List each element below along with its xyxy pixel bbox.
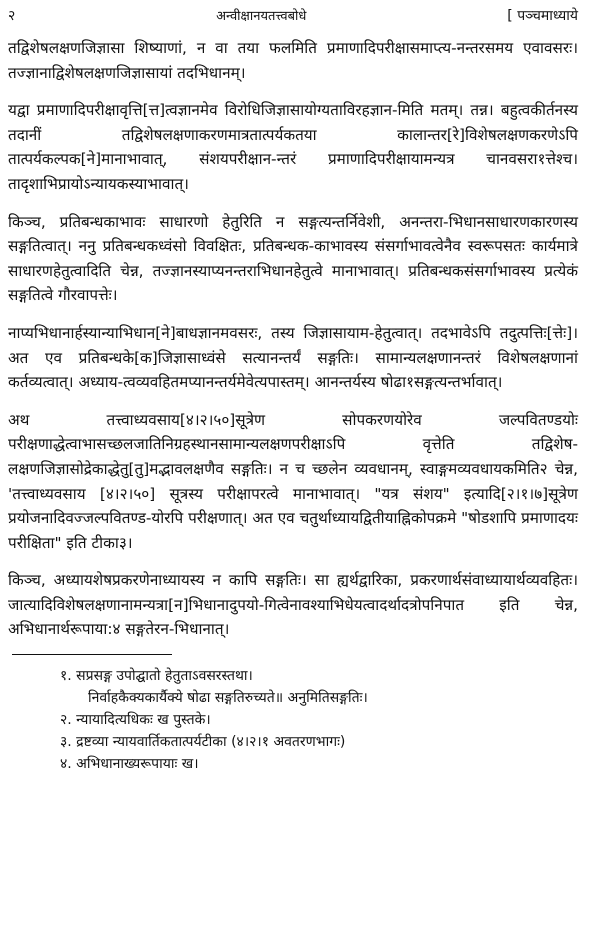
- page-number: २: [8, 8, 16, 24]
- page-header: [8, 6, 578, 28]
- running-title: अन्वीक्षानयतत्त्वबोधे: [216, 9, 307, 24]
- chapter-label: [ पञ्चमाध्याये: [507, 8, 578, 24]
- footnote: १. सप्रसङ्ग उपोद्घातो हेतुताऽवसरस्तथा।: [60, 668, 253, 685]
- footnote: २. न्यायादित्यधिकः ख पुस्तके।: [60, 712, 211, 729]
- footnote: ३. द्रष्टव्या न्यायवार्तिकतात्पर्यटीका (४।२।१ अवतरणभागः): [60, 734, 346, 751]
- paragraph: अथ तत्त्वाध्यवसाय[४।२।५०]सूत्रेण सोपकरणयोरेव जल्पवितण्डयोः परीक्षणाद्धेत्वाभासच्छलजातिनिग्रहस्थानसामान्यलक्षणपरीक्षाऽपि वृत्तेति तद्विशेष-लक्षणजिज्ञासोद्रेकाद्धेतु[तु]मद्भावलक्षणैव सङ्गतिः। न च च्छलेन व्यवधानम्, स्वाङ्गमव्यवधायकमिति२ चेन्न, 'तत्त्वाध्यवसाय [४।२।५०] सूत्रस्य परीक्षापरत्वे मानाभावात्। "यत्र संशय" इत्यादि[२।१।७]सूत्रेण प्रयोजनादिवज्जल्पवितण्ड-योरपि परीक्षणात्। अत एव चतुर्थाध्यायद्वितीयाह्निकोपक्रमे "षोडशापि प्रमाणादयः परीक्षिता" इति टीका३।: [8, 410, 578, 552]
- paragraph: तद्विशेषलक्षणजिज्ञासा शिष्याणां, न वा तया फलमिति प्रमाणादिपरीक्षासमाप्त्य-नन्तरसमय एवावसरः। तज्ज्ञानाद्विशेषलक्षणजिज्ञासायां तदभिधानम्।: [8, 39, 578, 82]
- footnote-continuation: [8, 687, 578, 709]
- paragraph: यद्वा प्रमाणादिपरीक्षावृत्ति[त्त]त्वज्ञानमेव विरोधिजिज्ञासायोग्यताविरहज्ञान-मिति मतम्। तन्न। बहुत्वकीर्तनस्य तदानीं तद्विशेषलक्षणाकरणमात्रतात्पर्यकतया कालान्तर[रे]विशेषलक्षणकरणेऽपि तात्पर्यकल्पक[ने]मानाभावात्, संशयपरीक्षान-न्तरं प्रमाणादिपरीक्षायामन्यत्र चानवसरा१त्तेश्च। तादृशाभिप्रायोऽन्यायकस्याभावात्।: [8, 101, 578, 193]
- footnote-divider: [12, 654, 172, 655]
- paragraph: किञ्च, प्रतिबन्धकाभावः साधारणो हेतुरिति न सङ्गत्यन्तर्निवेशी, अनन्तरा-भिधानसाधारणकारणस्य सङ्गतित्वात्। ननु प्रतिबन्धकध्वंसो विवक्षितः, प्रतिबन्धक-काभावस्य संसर्गाभावत्वेनैव स्वरूपसतः कार्यमात्रे साधारणहेतुत्वादिति चेन्न, तज्ज्ञानस्याप्यनन्तराभिधानहेतुत्वे मानाभावात्। प्रतिबन्धकसंसर्गाभावस्य प्रत्येकं सङ्गतित्वे गौरवापत्तेः।: [8, 212, 578, 305]
- paragraph: किञ्च, अध्यायशेषप्रकरणेनाध्यायस्य न कापि सङ्गतिः। सा ह्यर्थद्वारिका, प्रकरणार्थसंवाध्यायार्थव्यवहितः। जात्यादिविशेषलक्षणानामन्यत्रा[न]भिधानादुपयो-गित्वेनावश्याभिधेयत्वादर्थादत्रोपनिपात इति चेन्न, अभिधानार्थरूपाया:४ सङ्गतेरन-भिधानात्।: [8, 571, 578, 639]
- footnote: ४. अभिधानाख्यरूपायाः ख।: [60, 756, 199, 773]
- footnotes: [8, 665, 578, 775]
- paragraph: नाप्यभिधानार्हस्यान्याभिधान[ने]बाधज्ञानमवसरः, तस्य जिज्ञासायाम-हेतुत्वात्। तदभावेऽपि तदुत्पत्तिः[त्तेः]। अत एव प्रतिबन्धके[क]जिज्ञासाध्वंसे सत्यानन्तर्यं सङ्गतिः। सामान्यलक्षणानन्तरं विशेषलक्षणानां कर्तव्यत्वात्। अध्याय-त्वव्यवहितमप्यानन्तर्यमेवेत्यपास्तम्। आनन्तर्यस्य षोढा१सङ्गत्यन्तर्भावात्।: [8, 323, 578, 392]
- footnote-text: निर्वाहकैक्यकार्यैक्ये षोढा सङ्गतिरुच्यते॥ अनुमितिसङ्गतिः।: [88, 690, 368, 707]
